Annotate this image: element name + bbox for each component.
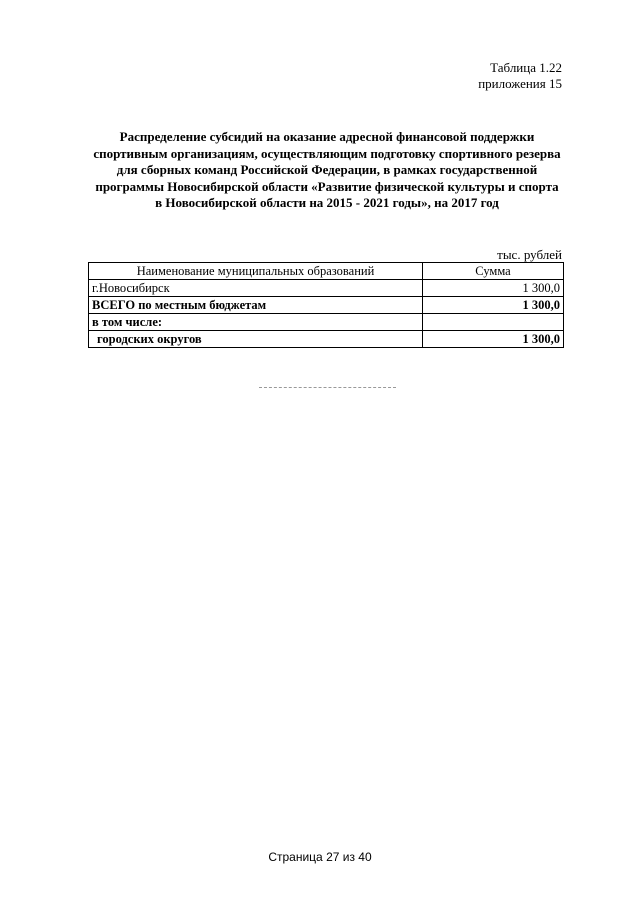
appendix-number-label: приложения 15 xyxy=(478,76,562,91)
table-number-label: Таблица 1.22 xyxy=(490,60,562,75)
row-sum xyxy=(423,314,564,331)
table-row xyxy=(89,280,564,297)
row-sum: 1 300,0 xyxy=(423,331,564,348)
table-row xyxy=(89,331,564,348)
row-name: в том числе: xyxy=(89,314,423,331)
document-title xyxy=(90,129,564,212)
column-header-sum: Сумма xyxy=(423,263,564,280)
section-divider xyxy=(259,387,396,388)
row-name: ВСЕГО по местным бюджетам xyxy=(89,297,423,314)
table-header-row xyxy=(89,263,564,280)
title-line: Распределение субсидий на оказание адресной финансовой поддержки xyxy=(119,129,535,144)
units-label: тыс. рублей xyxy=(497,247,562,262)
subsidy-table xyxy=(88,262,564,348)
page-number: Страница 27 из 40 xyxy=(268,850,372,864)
title-line: спортивным организациям, осуществляющим подготовку спортивного резерва xyxy=(93,145,561,161)
title-line: в Новосибирской области на 2015 - 2021 годы», на 2017 год xyxy=(155,195,499,210)
table-reference xyxy=(478,60,562,92)
table-row-subheading xyxy=(89,314,564,331)
column-header-name: Наименование муниципальных образований xyxy=(89,263,423,280)
row-name: г.Новосибирск xyxy=(89,280,423,297)
title-line: программы Новосибирской области «Развитие физической культуры и спорта xyxy=(95,178,559,194)
title-line: для сборных команд Российской Федерации, в рамках государственной xyxy=(116,162,538,177)
table-row-total xyxy=(89,297,564,314)
row-sum: 1 300,0 xyxy=(423,280,564,297)
row-name: городских округов xyxy=(89,331,423,348)
row-sum: 1 300,0 xyxy=(423,297,564,314)
